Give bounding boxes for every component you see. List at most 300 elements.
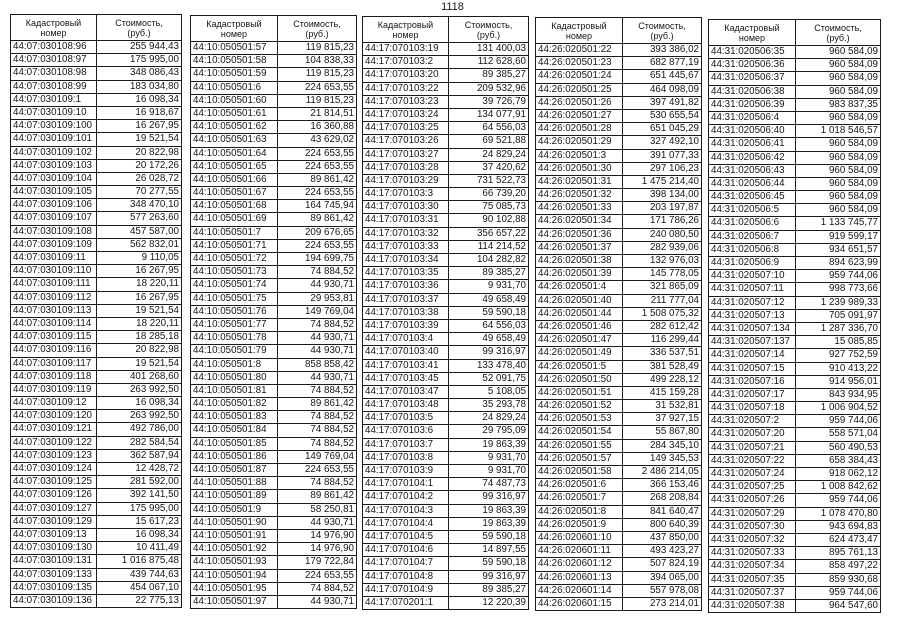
cadastral-number-cell: 44:07:030109:110	[11, 265, 97, 278]
cadastral-number-cell: 44:17:070104:4	[363, 518, 449, 531]
cadastral-number-cell: 44:26:020501:24	[536, 70, 623, 83]
cadastral-number-cell: 44:07:030109:122	[11, 437, 97, 450]
cadastral-number-cell: 44:26:020501:31	[536, 176, 623, 189]
cadastral-number-cell: 44:31:020506:41	[709, 138, 796, 151]
cadastral-number-cell: 44:07:030108:97	[11, 54, 97, 67]
cadastral-number-cell: 44:26:020501:28	[536, 123, 623, 136]
cost-cell: 16 267,95	[97, 292, 182, 305]
header-cadastral-number: Кадастровый номер	[709, 20, 796, 46]
cadastral-number-cell: 44:10:050501:79	[191, 345, 278, 358]
cost-cell: 175 995,00	[97, 54, 182, 67]
cadastral-number-cell: 44:17:070103:34	[363, 254, 449, 267]
cadastral-number-cell: 44:26:020601:13	[536, 572, 623, 585]
cadastral-number-cell: 44:10:050501:80	[191, 372, 278, 385]
cost-cell: 943 694,83	[796, 521, 881, 534]
cost-cell: 15 085,85	[796, 336, 881, 349]
cadastral-number-cell: 44:10:050501:66	[191, 174, 278, 187]
cadastral-number-cell: 44:17:070103:27	[363, 149, 449, 162]
cost-cell: 74 884,52	[278, 411, 357, 424]
cadastral-number-cell: 44:26:020501:58	[536, 466, 623, 479]
cost-cell: 557 978,08	[623, 585, 702, 598]
cadastral-number-cell: 44:26:020501:49	[536, 347, 623, 360]
cost-cell: 263 992,50	[97, 410, 182, 423]
cost-cell: 19 863,39	[449, 518, 529, 531]
cost-cell: 15 617,23	[97, 516, 182, 529]
cadastral-number-cell: 44:10:050501:60	[191, 95, 278, 108]
cadastral-number-cell: 44:31:020507:26	[709, 494, 796, 507]
cadastral-number-cell: 44:31:020507:134	[709, 323, 796, 336]
cost-cell: 171 786,26	[623, 215, 702, 228]
cost-cell: 44 930,71	[278, 279, 357, 292]
cost-cell: 203 197,87	[623, 202, 702, 215]
cadastral-number-cell: 44:31:020506:38	[709, 86, 796, 99]
cadastral-number-cell: 44:10:050501:67	[191, 187, 278, 200]
cost-cell: 960 584,09	[796, 112, 881, 125]
cost-cell: 682 877,19	[623, 57, 702, 70]
cost-cell: 859 930,68	[796, 574, 881, 587]
cost-cell: 119 815,23	[278, 68, 357, 81]
cost-cell: 24 829,24	[449, 149, 529, 162]
cost-cell: 49 658,49	[449, 333, 529, 346]
cadastral-number-cell: 44:07:030109:119	[11, 384, 97, 397]
cadastral-number-cell: 44:26:020501:50	[536, 374, 623, 387]
cadastral-number-cell: 44:17:070103:37	[363, 294, 449, 307]
cost-cell: 282 584,54	[97, 437, 182, 450]
cadastral-number-cell: 44:10:050501:76	[191, 306, 278, 319]
cost-cell: 658 384,43	[796, 455, 881, 468]
cost-cell: 74 884,52	[278, 385, 357, 398]
cost-cell: 114 214,52	[449, 241, 529, 254]
cadastral-number-cell: 44:31:020507:15	[709, 363, 796, 376]
cost-cell: 959 744,06	[796, 415, 881, 428]
cost-cell: 362 587,94	[97, 450, 182, 463]
cost-cell: 960 584,09	[796, 152, 881, 165]
cadastral-number-cell: 44:17:070103:22	[363, 83, 449, 96]
cadastral-number-cell: 44:10:050501:95	[191, 583, 278, 596]
cost-cell: 960 584,09	[796, 59, 881, 72]
cadastral-number-cell: 44:07:030109:100	[11, 120, 97, 133]
cadastral-number-cell: 44:17:070103:38	[363, 307, 449, 320]
cadastral-number-cell: 44:17:070103:47	[363, 386, 449, 399]
cadastral-number-cell: 44:31:020506:35	[709, 46, 796, 59]
cadastral-number-cell: 44:07:030109:135	[11, 582, 97, 595]
cadastral-number-cell: 44:17:070104:5	[363, 531, 449, 544]
cadastral-number-cell: 44:26:020601:12	[536, 558, 623, 571]
cost-cell: 29 953,81	[278, 293, 357, 306]
cost-cell: 224 653,55	[278, 240, 357, 253]
cost-cell: 19 521,54	[97, 305, 182, 318]
cadastral-number-cell: 44:31:020507:2	[709, 415, 796, 428]
cost-cell: 1 475 214,40	[623, 176, 702, 189]
cost-cell: 391 077,33	[623, 150, 702, 163]
cost-cell: 75 085,73	[449, 201, 529, 214]
cost-cell: 1 018 546,57	[796, 125, 881, 138]
cost-cell: 959 744,06	[796, 494, 881, 507]
cadastral-number-cell: 44:17:070103:30	[363, 201, 449, 214]
cadastral-number-cell: 44:07:030109:113	[11, 305, 97, 318]
cadastral-number-cell: 44:31:020506:42	[709, 152, 796, 165]
cost-cell: 66 739,20	[449, 188, 529, 201]
cadastral-number-cell: 44:07:030109:101	[11, 133, 97, 146]
cost-cell: 44 930,71	[278, 372, 357, 385]
cost-cell: 149 769,04	[278, 451, 357, 464]
cost-cell: 20 822,98	[97, 147, 182, 160]
cost-cell: 16 098,34	[97, 397, 182, 410]
cadastral-number-cell: 44:07:030109:114	[11, 318, 97, 331]
cadastral-number-cell: 44:10:050501:58	[191, 55, 278, 68]
cost-cell: 211 777,04	[623, 295, 702, 308]
cost-cell: 577 263,60	[97, 212, 182, 225]
cadastral-number-cell: 44:10:050501:69	[191, 213, 278, 226]
cost-cell: 415 159,28	[623, 387, 702, 400]
cadastral-number-cell: 44:31:020507:35	[709, 574, 796, 587]
cost-cell: 960 584,09	[796, 165, 881, 178]
header-cost: Стоимость, (руб.)	[278, 16, 357, 42]
cost-cell: 255 944,43	[97, 41, 182, 54]
cadastral-number-cell: 44:31:020506:4	[709, 112, 796, 125]
cadastral-number-cell: 44:07:030109:13	[11, 529, 97, 542]
cadastral-number-cell: 44:07:030109:116	[11, 344, 97, 357]
cost-cell: 49 658,49	[449, 294, 529, 307]
cost-cell: 493 423,27	[623, 545, 702, 558]
cadastral-number-cell: 44:10:050501:63	[191, 134, 278, 147]
cost-cell: 336 537,51	[623, 347, 702, 360]
cadastral-number-cell: 44:26:020501:4	[536, 281, 623, 294]
cadastral-number-cell: 44:26:020501:29	[536, 136, 623, 149]
cadastral-number-cell: 44:31:020507:21	[709, 442, 796, 455]
cost-cell: 16 098,34	[97, 94, 182, 107]
cost-cell: 26 028,72	[97, 173, 182, 186]
cadastral-number-cell: 44:26:020601:14	[536, 585, 623, 598]
cost-cell: 321 865,09	[623, 281, 702, 294]
cost-cell: 282 612,42	[623, 321, 702, 334]
cost-cell: 348 086,43	[97, 67, 182, 80]
cadastral-number-cell: 44:17:070103:8	[363, 452, 449, 465]
cadastral-number-cell: 44:07:030109:115	[11, 331, 97, 344]
cost-cell: 59 590,18	[449, 531, 529, 544]
cost-cell: 959 744,06	[796, 587, 881, 600]
cadastral-number-cell: 44:10:050501:86	[191, 451, 278, 464]
cost-cell: 18 220,11	[97, 318, 182, 331]
cadastral-number-cell: 44:17:070103:3	[363, 188, 449, 201]
cost-cell: 59 590,18	[449, 557, 529, 570]
cadastral-number-cell: 44:26:020501:32	[536, 189, 623, 202]
cost-cell: 964 547,60	[796, 600, 881, 613]
cost-cell: 224 653,55	[278, 570, 357, 583]
cadastral-number-cell: 44:07:030109:133	[11, 569, 97, 582]
cost-cell: 960 584,09	[796, 204, 881, 217]
cost-cell: 1 133 745,77	[796, 217, 881, 230]
cadastral-number-cell: 44:17:070103:33	[363, 241, 449, 254]
cadastral-number-cell: 44:07:030109:124	[11, 463, 97, 476]
cadastral-number-cell: 44:31:020507:137	[709, 336, 796, 349]
cost-cell: 131 400,03	[449, 43, 529, 56]
cost-cell: 19 863,39	[449, 505, 529, 518]
cost-cell: 558 571,04	[796, 428, 881, 441]
cost-cell: 1 287 336,70	[796, 323, 881, 336]
cost-cell: 59 590,18	[449, 307, 529, 320]
cadastral-number-cell: 44:17:070104:6	[363, 544, 449, 557]
cost-cell: 89 861,42	[278, 213, 357, 226]
cost-cell: 37 927,15	[623, 413, 702, 426]
cadastral-number-cell: 44:10:050501:9	[191, 504, 278, 517]
cost-cell: 507 824,19	[623, 558, 702, 571]
cadastral-number-cell: 44:07:030109:109	[11, 239, 97, 252]
cost-cell: 112 628,60	[449, 56, 529, 69]
cost-cell: 457 587,00	[97, 226, 182, 239]
cadastral-number-cell: 44:17:070104:7	[363, 557, 449, 570]
cost-cell: 149 345,53	[623, 453, 702, 466]
cost-cell: 164 745,94	[278, 200, 357, 213]
cadastral-number-cell: 44:17:070103:35	[363, 267, 449, 280]
cadastral-number-cell: 44:31:020506:44	[709, 178, 796, 191]
cadastral-number-cell: 44:31:020507:32	[709, 534, 796, 547]
cadastral-number-cell: 44:10:050501:62	[191, 121, 278, 134]
cost-cell: 998 773,66	[796, 283, 881, 296]
cost-cell: 918 062,12	[796, 468, 881, 481]
cadastral-number-cell: 44:07:030109:120	[11, 410, 97, 423]
cadastral-number-cell: 44:26:020501:44	[536, 308, 623, 321]
cost-cell: 895 761,13	[796, 547, 881, 560]
cost-cell: 74 487,73	[449, 478, 529, 491]
cadastral-number-cell: 44:10:050501:77	[191, 319, 278, 332]
cadastral-number-cell: 44:10:050501:72	[191, 253, 278, 266]
cadastral-number-cell: 44:26:020501:57	[536, 453, 623, 466]
cost-cell: 560 490,53	[796, 442, 881, 455]
cost-cell: 224 653,55	[278, 148, 357, 161]
cadastral-number-cell: 44:17:070104:1	[363, 478, 449, 491]
cost-cell: 99 316,97	[449, 491, 529, 504]
cost-cell: 393 386,02	[623, 44, 702, 57]
cadastral-number-cell: 44:10:050501:92	[191, 543, 278, 556]
cadastral-number-cell: 44:10:050501:88	[191, 477, 278, 490]
cost-cell: 134 077,91	[449, 109, 529, 122]
cadastral-number-cell: 44:07:030109:11	[11, 252, 97, 265]
cadastral-number-cell: 44:26:020601:10	[536, 532, 623, 545]
cost-cell: 10 411,49	[97, 542, 182, 555]
cadastral-number-cell: 44:26:020501:52	[536, 400, 623, 413]
cost-cell: 14 897,55	[449, 544, 529, 557]
header-cost: Стоимость, (руб.)	[796, 20, 881, 46]
cost-cell: 297 106,23	[623, 163, 702, 176]
cost-cell: 74 884,52	[278, 583, 357, 596]
cost-cell: 44 930,71	[278, 345, 357, 358]
cadastral-number-cell: 44:17:070103:6	[363, 425, 449, 438]
cost-cell: 959 744,06	[796, 270, 881, 283]
cadastral-number-cell: 44:26:020501:53	[536, 413, 623, 426]
cadastral-number-cell: 44:26:020501:3	[536, 150, 623, 163]
cadastral-number-cell: 44:31:020507:18	[709, 402, 796, 415]
cadastral-number-cell: 44:17:070103:19	[363, 43, 449, 56]
cadastral-number-cell: 44:26:020501:36	[536, 229, 623, 242]
cadastral-number-cell: 44:26:020501:7	[536, 492, 623, 505]
cadastral-number-cell: 44:17:070103:28	[363, 162, 449, 175]
cadastral-number-cell: 44:31:020507:33	[709, 547, 796, 560]
cadastral-number-cell: 44:17:070104:3	[363, 505, 449, 518]
cost-cell: 74 884,52	[278, 319, 357, 332]
cost-cell: 19 521,54	[97, 358, 182, 371]
cost-cell: 64 556,03	[449, 320, 529, 333]
cost-cell: 31 532,81	[623, 400, 702, 413]
cadastral-number-cell: 44:10:050501:7	[191, 227, 278, 240]
cadastral-number-cell: 44:26:020501:22	[536, 44, 623, 57]
cadastral-number-cell: 44:07:030109:127	[11, 503, 97, 516]
cost-cell: 116 299,44	[623, 334, 702, 347]
cost-cell: 960 584,09	[796, 191, 881, 204]
cost-cell: 401 268,60	[97, 371, 182, 384]
cadastral-number-cell: 44:31:020507:25	[709, 481, 796, 494]
cost-cell: 398 134,00	[623, 189, 702, 202]
cost-cell: 209 532,96	[449, 83, 529, 96]
header-cadastral-number: Кадастровый номер	[191, 16, 278, 42]
cost-cell: 2 486 214,05	[623, 466, 702, 479]
cadastral-number-cell: 44:07:030108:98	[11, 67, 97, 80]
cost-cell: 16 360,88	[278, 121, 357, 134]
cost-cell: 960 584,09	[796, 86, 881, 99]
cost-cell: 119 815,23	[278, 95, 357, 108]
cost-cell: 14 976,90	[278, 543, 357, 556]
cadastral-number-cell: 44:07:030109:106	[11, 199, 97, 212]
cadastral-number-cell: 44:31:020506:45	[709, 191, 796, 204]
cost-cell: 104 838,33	[278, 55, 357, 68]
cost-cell: 37 420,62	[449, 162, 529, 175]
cadastral-number-cell: 44:10:050501:94	[191, 570, 278, 583]
cost-cell: 960 584,09	[796, 46, 881, 59]
cadastral-number-cell: 44:26:020501:37	[536, 242, 623, 255]
cadastral-number-cell: 44:31:020507:22	[709, 455, 796, 468]
cost-cell: 12 428,72	[97, 463, 182, 476]
cadastral-number-cell: 44:26:020501:8	[536, 506, 623, 519]
cost-cell: 454 067,10	[97, 582, 182, 595]
cost-cell: 183 034,80	[97, 81, 182, 94]
cost-cell: 89 861,42	[278, 398, 357, 411]
header-cost: Стоимость, (руб.)	[449, 17, 529, 43]
cadastral-table-1	[10, 14, 182, 608]
cost-cell: 22 775,13	[97, 595, 182, 608]
cost-cell: 89 385,27	[449, 69, 529, 82]
cost-cell: 89 385,27	[449, 584, 529, 597]
cadastral-number-cell: 44:26:020501:46	[536, 321, 623, 334]
cost-cell: 119 815,23	[278, 42, 357, 55]
cadastral-number-cell: 44:10:050501:71	[191, 240, 278, 253]
cadastral-number-cell: 44:26:020501:55	[536, 440, 623, 453]
cost-cell: 14 976,90	[278, 530, 357, 543]
cadastral-number-cell: 44:07:030109:129	[11, 516, 97, 529]
cost-cell: 1 239 989,33	[796, 297, 881, 310]
cost-cell: 145 778,05	[623, 268, 702, 281]
cost-cell: 64 556,03	[449, 122, 529, 135]
cadastral-number-cell: 44:07:030109:1	[11, 94, 97, 107]
cost-cell: 55 867,80	[623, 426, 702, 439]
cadastral-table-2	[190, 15, 357, 609]
cost-cell: 894 623,99	[796, 257, 881, 270]
cadastral-number-cell: 44:10:050501:83	[191, 411, 278, 424]
cadastral-number-cell: 44:26:020501:6	[536, 479, 623, 492]
page-number: 1118	[441, 1, 464, 13]
cost-cell: 89 385,27	[449, 267, 529, 280]
cost-cell: 74 884,52	[278, 266, 357, 279]
cadastral-number-cell: 44:17:070103:48	[363, 399, 449, 412]
cost-cell: 960 584,09	[796, 72, 881, 85]
cost-cell: 439 744,63	[97, 569, 182, 582]
cadastral-number-cell: 44:07:030109:126	[11, 489, 97, 502]
cadastral-number-cell: 44:10:050501:81	[191, 385, 278, 398]
cadastral-number-cell: 44:07:030109:118	[11, 371, 97, 384]
cadastral-number-cell: 44:10:050501:74	[191, 279, 278, 292]
cadastral-number-cell: 44:31:020506:5	[709, 204, 796, 217]
cost-cell: 24 829,24	[449, 412, 529, 425]
cadastral-number-cell: 44:31:020507:24	[709, 468, 796, 481]
cost-cell: 381 528,49	[623, 361, 702, 374]
cadastral-number-cell: 44:07:030109:102	[11, 147, 97, 160]
cost-cell: 394 065,00	[623, 572, 702, 585]
cost-cell: 16 267,95	[97, 120, 182, 133]
cost-cell: 927 752,59	[796, 349, 881, 362]
cost-cell: 273 214,01	[623, 598, 702, 611]
cadastral-number-cell: 44:10:050501:93	[191, 556, 278, 569]
cadastral-number-cell: 44:31:020506:7	[709, 231, 796, 244]
cadastral-number-cell: 44:26:020501:51	[536, 387, 623, 400]
cost-cell: 19 521,54	[97, 133, 182, 146]
cadastral-number-cell: 44:26:020501:27	[536, 110, 623, 123]
cost-cell: 132 976,03	[623, 255, 702, 268]
cost-cell: 20 172,26	[97, 160, 182, 173]
cadastral-number-cell: 44:31:020507:12	[709, 297, 796, 310]
cadastral-number-cell: 44:10:050501:68	[191, 200, 278, 213]
cadastral-number-cell: 44:10:050501:78	[191, 332, 278, 345]
cost-cell: 841 640,47	[623, 506, 702, 519]
cost-cell: 39 726,79	[449, 96, 529, 109]
cost-cell: 70 277,55	[97, 186, 182, 199]
cadastral-number-cell: 44:10:050501:91	[191, 530, 278, 543]
cadastral-number-cell: 44:26:020501:5	[536, 361, 623, 374]
cost-cell: 16 098,34	[97, 529, 182, 542]
cost-cell: 89 861,42	[278, 490, 357, 503]
cadastral-number-cell: 44:26:020501:9	[536, 519, 623, 532]
cost-cell: 392 141,50	[97, 489, 182, 502]
cost-cell: 9 931,70	[449, 280, 529, 293]
cadastral-number-cell: 44:26:020501:54	[536, 426, 623, 439]
cost-cell: 44 930,71	[278, 596, 357, 609]
cost-cell: 99 316,97	[449, 571, 529, 584]
cadastral-number-cell: 44:17:070103:2	[363, 56, 449, 69]
cost-cell: 983 837,35	[796, 99, 881, 112]
cost-cell: 194 699,75	[278, 253, 357, 266]
cadastral-number-cell: 44:31:020507:29	[709, 508, 796, 521]
cadastral-number-cell: 44:07:030109:107	[11, 212, 97, 225]
cost-cell: 268 208,84	[623, 492, 702, 505]
cadastral-number-cell: 44:17:070104:9	[363, 584, 449, 597]
cadastral-number-cell: 44:17:070103:20	[363, 69, 449, 82]
cost-cell: 12 220,39	[449, 597, 529, 610]
cost-cell: 18 285,18	[97, 331, 182, 344]
cost-cell: 934 651,57	[796, 244, 881, 257]
cost-cell: 179 722,84	[278, 556, 357, 569]
cadastral-number-cell: 44:26:020501:30	[536, 163, 623, 176]
cost-cell: 492 786,00	[97, 423, 182, 436]
cost-cell: 1 508 075,32	[623, 308, 702, 321]
cost-cell: 29 795,09	[449, 425, 529, 438]
cadastral-number-cell: 44:31:020507:37	[709, 587, 796, 600]
cost-cell: 89 861,42	[278, 174, 357, 187]
cadastral-number-cell: 44:10:050501:90	[191, 517, 278, 530]
cadastral-number-cell: 44:07:030109:131	[11, 555, 97, 568]
cadastral-number-cell: 44:07:030108:96	[11, 41, 97, 54]
cadastral-number-cell: 44:31:020507:10	[709, 270, 796, 283]
cadastral-number-cell: 44:07:030109:136	[11, 595, 97, 608]
cadastral-number-cell: 44:31:020507:20	[709, 428, 796, 441]
cost-cell: 348 470,10	[97, 199, 182, 212]
